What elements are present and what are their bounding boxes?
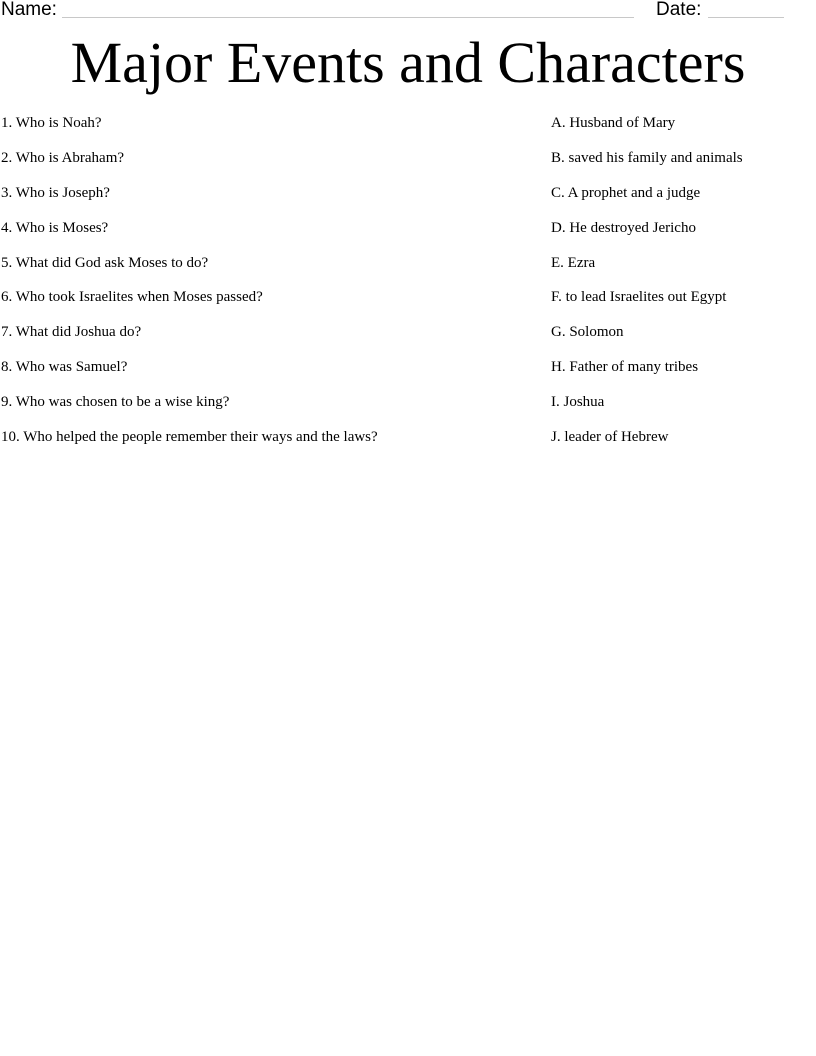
answer-item: G. Solomon bbox=[551, 324, 624, 341]
answer-item: B. saved his family and animals bbox=[551, 149, 743, 166]
answers-list bbox=[551, 113, 813, 462]
answer-item: I. Joshua bbox=[551, 394, 605, 411]
question-item: 3. Who is Joseph? bbox=[1, 184, 110, 201]
answer-item: H. Father of many tribes bbox=[551, 359, 699, 376]
page-title: Major Events and Characters bbox=[70, 30, 746, 95]
question-item: 10. Who helped the people remember their ways and the laws? bbox=[1, 429, 378, 446]
question-item: 7. What did Joshua do? bbox=[1, 324, 142, 341]
answer-item: F. to lead Israelites out Egypt bbox=[551, 289, 727, 306]
questions-list bbox=[1, 113, 541, 462]
name-label: Name: bbox=[1, 0, 57, 20]
date-field-line[interactable] bbox=[708, 17, 784, 18]
question-item: 4. Who is Moses? bbox=[1, 219, 109, 236]
question-item: 5. What did God ask Moses to do? bbox=[1, 254, 209, 271]
answer-item: D. He destroyed Jericho bbox=[551, 219, 696, 236]
worksheet-header bbox=[0, 0, 816, 22]
answer-item: J. leader of Hebrew bbox=[551, 429, 669, 446]
date-label: Date: bbox=[656, 0, 702, 20]
question-item: 1. Who is Noah? bbox=[1, 115, 102, 131]
question-item: 2. Who is Abraham? bbox=[1, 149, 125, 166]
answer-item: C. A prophet and a judge bbox=[551, 184, 701, 201]
question-item: 8. Who was Samuel? bbox=[1, 359, 128, 376]
question-item: 6. Who took Israelites when Moses passed? bbox=[1, 289, 263, 306]
name-field-line[interactable] bbox=[62, 17, 634, 18]
answer-item: A. Husband of Mary bbox=[551, 115, 676, 131]
question-item: 9. Who was chosen to be a wise king? bbox=[1, 394, 230, 411]
answer-item: E. Ezra bbox=[551, 254, 596, 271]
